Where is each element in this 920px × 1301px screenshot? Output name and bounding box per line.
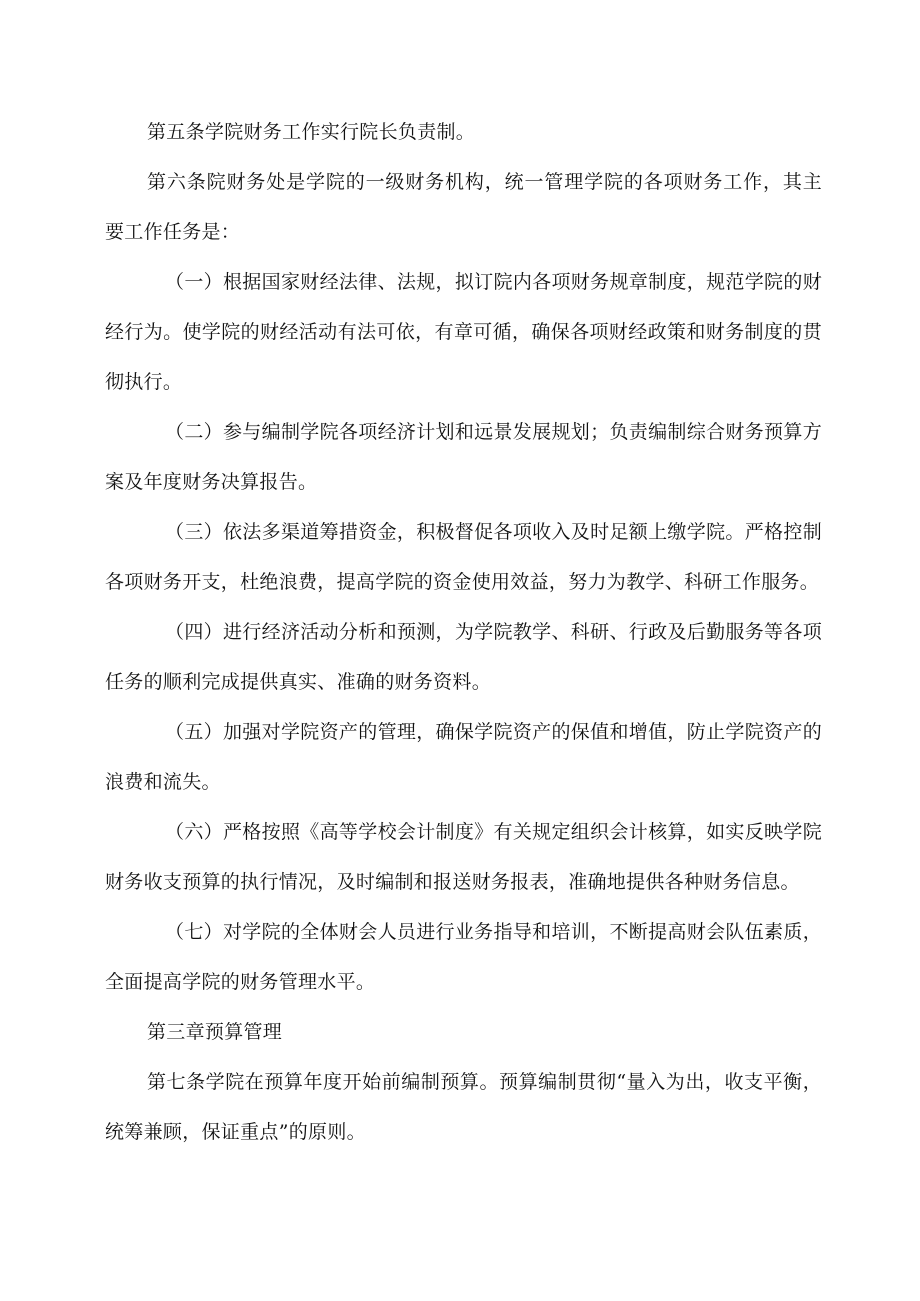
- article-6-item-3: （三）依法多渠道筹措资金，积极督促各项收入及时足额上缴学院。严格控制各项财务开支，杜绝浪费，提高学院的资金使用效益，努力为教学、科研工作服务。: [105, 521, 822, 593]
- article-5-paragraph: 第五条学院财务工作实行院长负责制。: [147, 121, 476, 143]
- article-6-item-7: （七）对学院的全体财会人员进行业务指导和培训，不断提高财会队伍素质，全面提高学院的财务管理水平。: [105, 921, 822, 993]
- article-6-item-5: （五）加强对学院资产的管理，确保学院资产的保值和增值，防止学院资产的浪费和流失。: [105, 721, 822, 793]
- article-7-paragraph: 第七条学院在预算年度开始前编制预算。预算编制贯彻“量入为出，收支平衡，统筹兼顾，保证重点”的原则。: [105, 1071, 822, 1143]
- article-6-item-2: （二）参与编制学院各项经济计划和远景发展规划；负责编制综合财务预算方案及年度财务决算报告。: [105, 421, 822, 493]
- article-6-item-6: （六）严格按照《高等学校会计制度》有关规定组织会计核算，如实反映学院财务收支预算的执行情况，及时编制和报送财务报表，准确地提供各种财务信息。: [105, 821, 822, 893]
- article-6-paragraph: 第六条院财务处是学院的一级财务机构，统一管理学院的各项财务工作，其主要工作任务是：: [105, 171, 822, 243]
- chapter-3-heading: 第三章预算管理: [147, 1021, 283, 1043]
- article-6-item-4: （四）进行经济活动分析和预测，为学院教学、科研、行政及后勤服务等各项任务的顺利完成提供真实、准确的财务资料。: [105, 621, 822, 693]
- article-6-item-1: （一）根据国家财经法律、法规，拟订院内各项财务规章制度，规范学院的财经行为。使学院的财经活动有法可依，有章可循，确保各项财经政策和财务制度的贯彻执行。: [105, 271, 822, 393]
- document-body: [105, 107, 822, 1157]
